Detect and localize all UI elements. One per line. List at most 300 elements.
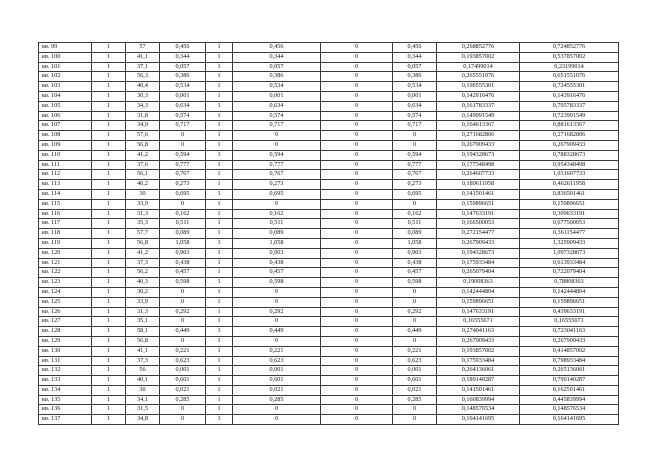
cell-zero: 0: [321, 170, 393, 180]
cell-total: 0,954348498: [520, 160, 619, 170]
cell-apartment: кв. 121: [39, 258, 92, 268]
cell-flag: 1: [206, 52, 233, 62]
cell-coefficient: 0,264136061: [437, 366, 520, 376]
cell-total: 0,23199014: [520, 62, 619, 72]
cell-value-c: 0,511: [393, 219, 437, 229]
cell-value-b: 0,089: [233, 229, 321, 239]
cell-value-c: 0,594: [393, 150, 437, 160]
cell-flag: 1: [206, 101, 233, 111]
table-row: [39, 180, 619, 190]
cell-area: 40,3: [126, 278, 160, 288]
cell-value-c: 0,598: [393, 278, 437, 288]
cell-total: 0,414857002: [520, 346, 619, 356]
cell-value-b: 0,021: [233, 385, 321, 395]
cell-count: 1: [92, 189, 126, 199]
cell-value-c: 0,623: [393, 356, 437, 366]
cell-value-b: 0,574: [233, 111, 321, 121]
cell-count: 1: [92, 111, 126, 121]
cell-total: 0,361154477: [520, 229, 619, 239]
cell-count: 1: [92, 91, 126, 101]
cell-value-b: 0,449: [233, 327, 321, 337]
cell-area: 40,4: [126, 82, 160, 92]
cell-total: 0,724555301: [520, 82, 619, 92]
cell-value-b: 0,777: [233, 160, 321, 170]
cell-value-c: 0,089: [393, 229, 437, 239]
cell-value-b: 0,344: [233, 52, 321, 62]
cell-value-a: 1,058: [160, 238, 206, 248]
cell-coefficient: 0,148576534: [437, 405, 520, 415]
cell-value-c: 0: [393, 199, 437, 209]
table-row: [39, 229, 619, 239]
cell-area: 56,8: [126, 336, 160, 346]
cell-total: 0,537857002: [520, 52, 619, 62]
cell-area: 58,1: [126, 327, 160, 337]
cell-value-c: 0,386: [393, 72, 437, 82]
cell-zero: 0: [321, 91, 393, 101]
cell-area: 57,7: [126, 229, 160, 239]
cell-apartment: кв. 131: [39, 356, 92, 366]
cell-flag: 1: [206, 376, 233, 386]
table-row: [39, 62, 619, 72]
cell-value-c: 0,001: [393, 91, 437, 101]
cell-apartment: кв. 103: [39, 82, 92, 92]
cell-total: 0,795783337: [520, 101, 619, 111]
cell-coefficient: 0,265079404: [437, 268, 520, 278]
cell-coefficient: 0,271682806: [437, 131, 520, 141]
cell-value-b: 0: [233, 415, 321, 425]
cell-count: 1: [92, 131, 126, 141]
cell-zero: 0: [321, 140, 393, 150]
cell-zero: 0: [321, 356, 393, 366]
table-row: [39, 82, 619, 92]
cell-coefficient: 0,147633191: [437, 209, 520, 219]
cell-apartment: кв. 105: [39, 101, 92, 111]
cell-zero: 0: [321, 199, 393, 209]
cell-total: 0,613933484: [520, 258, 619, 268]
cell-zero: 0: [321, 366, 393, 376]
cell-apartment: кв. 127: [39, 317, 92, 327]
cell-flag: 1: [206, 121, 233, 131]
cell-value-a: 0,449: [160, 327, 206, 337]
cell-total: 0,162501461: [520, 385, 619, 395]
table-row: [39, 170, 619, 180]
cell-total: 0,651551076: [520, 72, 619, 82]
cell-flag: 1: [206, 268, 233, 278]
cell-coefficient: 0,193857002: [437, 52, 520, 62]
sheet-area: [38, 42, 619, 425]
cell-zero: 0: [321, 268, 393, 278]
cell-coefficient: 0,189140287: [437, 376, 520, 386]
cell-value-a: 0: [160, 287, 206, 297]
cell-value-a: 0,001: [160, 91, 206, 101]
cell-value-b: 0,717: [233, 121, 321, 131]
cell-flag: 1: [206, 62, 233, 72]
cell-count: 1: [92, 278, 126, 288]
cell-value-b: 0,221: [233, 346, 321, 356]
cell-apartment: кв. 114: [39, 189, 92, 199]
cell-value-b: 0,511: [233, 219, 321, 229]
cell-apartment: кв. 112: [39, 170, 92, 180]
cell-value-c: 0: [393, 297, 437, 307]
table-row: [39, 385, 619, 395]
cell-flag: 1: [206, 297, 233, 307]
cell-flag: 1: [206, 180, 233, 190]
table-row: [39, 278, 619, 288]
cell-zero: 0: [321, 52, 393, 62]
table-row: [39, 268, 619, 278]
cell-count: 1: [92, 62, 126, 72]
table-row: [39, 297, 619, 307]
cell-value-c: 0,057: [393, 62, 437, 72]
cell-value-a: 0,511: [160, 219, 206, 229]
cell-count: 1: [92, 297, 126, 307]
cell-value-a: 0: [160, 140, 206, 150]
table-row: [39, 248, 619, 258]
cell-apartment: кв. 113: [39, 180, 92, 190]
cell-apartment: кв. 111: [39, 160, 92, 170]
table-row: [39, 121, 619, 131]
cell-flag: 1: [206, 219, 233, 229]
cell-coefficient: 0,141501461: [437, 189, 520, 199]
cell-value-c: 0: [393, 140, 437, 150]
cell-zero: 0: [321, 346, 393, 356]
cell-value-a: 0,534: [160, 82, 206, 92]
cell-area: 34,3: [126, 101, 160, 111]
cell-area: 30,2: [126, 287, 160, 297]
cell-flag: 1: [206, 415, 233, 425]
cell-count: 1: [92, 72, 126, 82]
cell-area: 35,3: [126, 219, 160, 229]
cell-coefficient: 0,267909433: [437, 238, 520, 248]
cell-value-b: 0: [233, 131, 321, 141]
cell-value-a: 0,903: [160, 248, 206, 258]
cell-flag: 1: [206, 209, 233, 219]
cell-flag: 1: [206, 140, 233, 150]
cell-zero: 0: [321, 317, 393, 327]
table-row: [39, 356, 619, 366]
cell-value-c: 0,903: [393, 248, 437, 258]
cell-coefficient: 0,175933484: [437, 356, 520, 366]
table-body: [39, 43, 619, 425]
cell-zero: 0: [321, 180, 393, 190]
cell-coefficient: 0,190555301: [437, 82, 520, 92]
cell-count: 1: [92, 238, 126, 248]
cell-coefficient: 0,164141695: [437, 415, 520, 425]
cell-value-c: 0,162: [393, 209, 437, 219]
cell-apartment: кв. 130: [39, 346, 92, 356]
cell-area: 30,3: [126, 91, 160, 101]
cell-zero: 0: [321, 327, 393, 337]
cell-flag: 1: [206, 336, 233, 346]
cell-area: 33,9: [126, 199, 160, 209]
cell-value-b: 0,001: [233, 91, 321, 101]
cell-value-a: 0: [160, 131, 206, 141]
table-row: [39, 287, 619, 297]
cell-area: 35,1: [126, 317, 160, 327]
cell-value-c: 0,438: [393, 258, 437, 268]
cell-coefficient: 0,177348498: [437, 160, 520, 170]
table-row: [39, 376, 619, 386]
cell-value-a: 0,717: [160, 121, 206, 131]
cell-value-c: 0,777: [393, 160, 437, 170]
cell-flag: 1: [206, 356, 233, 366]
cell-value-b: 0: [233, 405, 321, 415]
cell-value-b: 0: [233, 287, 321, 297]
cell-flag: 1: [206, 72, 233, 82]
cell-area: 33,9: [126, 297, 160, 307]
cell-value-c: 0,449: [393, 327, 437, 337]
cell-total: 0,723991549: [520, 111, 619, 121]
cell-apartment: кв. 126: [39, 307, 92, 317]
cell-apartment: кв. 106: [39, 111, 92, 121]
cell-coefficient: 0,161783337: [437, 101, 520, 111]
cell-apartment: кв. 109: [39, 140, 92, 150]
cell-value-a: 0,089: [160, 229, 206, 239]
cell-apartment: кв. 104: [39, 91, 92, 101]
cell-flag: 1: [206, 346, 233, 356]
cell-value-b: 0,457: [233, 268, 321, 278]
cell-value-a: 0,594: [160, 150, 206, 160]
cell-coefficient: 0,194328673: [437, 248, 520, 258]
cell-total: 0,723041163: [520, 327, 619, 337]
table-row: [39, 101, 619, 111]
cell-zero: 0: [321, 258, 393, 268]
cell-zero: 0: [321, 385, 393, 395]
cell-total: 1,031607733: [520, 170, 619, 180]
cell-zero: 0: [321, 209, 393, 219]
cell-value-a: 0,438: [160, 258, 206, 268]
cell-value-a: 0,021: [160, 385, 206, 395]
cell-flag: 1: [206, 91, 233, 101]
cell-value-a: 0,767: [160, 170, 206, 180]
cell-apartment: кв. 100: [39, 52, 92, 62]
cell-coefficient: 0,147633191: [437, 307, 520, 317]
cell-coefficient: 0,160839994: [437, 395, 520, 405]
cell-area: 31,3: [126, 209, 160, 219]
cell-apartment: кв. 119: [39, 238, 92, 248]
cell-apartment: кв. 125: [39, 297, 92, 307]
cell-count: 1: [92, 101, 126, 111]
cell-value-a: 0,344: [160, 52, 206, 62]
table-row: [39, 199, 619, 209]
cell-zero: 0: [321, 62, 393, 72]
cell-area: 56: [126, 366, 160, 376]
cell-area: 56,2: [126, 268, 160, 278]
cell-coefficient: 0,189611958: [437, 180, 520, 190]
cell-value-c: 0: [393, 415, 437, 425]
cell-value-a: 0,057: [160, 62, 206, 72]
table-row: [39, 346, 619, 356]
cell-zero: 0: [321, 307, 393, 317]
cell-flag: 1: [206, 82, 233, 92]
table-row: [39, 219, 619, 229]
cell-area: 30: [126, 189, 160, 199]
cell-value-b: 0,903: [233, 248, 321, 258]
cell-zero: 0: [321, 238, 393, 248]
cell-apartment: кв. 123: [39, 278, 92, 288]
cell-total: 0,78808363: [520, 278, 619, 288]
cell-zero: 0: [321, 131, 393, 141]
cell-area: 31,8: [126, 111, 160, 121]
cell-value-a: 0,221: [160, 346, 206, 356]
cell-value-c: 0,292: [393, 307, 437, 317]
cell-apartment: кв. 115: [39, 199, 92, 209]
cell-count: 1: [92, 170, 126, 180]
cell-count: 1: [92, 405, 126, 415]
cell-total: 0,143916476: [520, 91, 619, 101]
cell-area: 57: [126, 43, 160, 53]
cell-value-b: 0,594: [233, 150, 321, 160]
cell-area: 34,9: [126, 121, 160, 131]
cell-count: 1: [92, 376, 126, 386]
cell-count: 1: [92, 82, 126, 92]
table-row: [39, 189, 619, 199]
cell-flag: 1: [206, 131, 233, 141]
cell-count: 1: [92, 248, 126, 258]
cell-flag: 1: [206, 385, 233, 395]
cell-coefficient: 0,141501461: [437, 385, 520, 395]
cell-value-a: 0,162: [160, 209, 206, 219]
cell-zero: 0: [321, 101, 393, 111]
cell-area: 37,3: [126, 258, 160, 268]
cell-area: 34,8: [126, 415, 160, 425]
cell-area: 56,1: [126, 170, 160, 180]
cell-total: 0,159896651: [520, 297, 619, 307]
cell-apartment: кв. 124: [39, 287, 92, 297]
cell-area: 57,6: [126, 131, 160, 141]
cell-total: 0,788328673: [520, 150, 619, 160]
cell-area: 37,1: [126, 62, 160, 72]
cell-area: 31,3: [126, 307, 160, 317]
cell-flag: 1: [206, 238, 233, 248]
cell-value-b: 0,273: [233, 180, 321, 190]
cell-area: 34,1: [126, 395, 160, 405]
cell-zero: 0: [321, 248, 393, 258]
cell-count: 1: [92, 346, 126, 356]
cell-total: 0,142444804: [520, 287, 619, 297]
cell-value-c: 0,285: [393, 395, 437, 405]
cell-apartment: кв. 99: [39, 43, 92, 53]
cell-value-b: 0,456: [233, 43, 321, 53]
cell-value-a: 0,634: [160, 101, 206, 111]
cell-value-a: 0: [160, 415, 206, 425]
table-row: [39, 43, 619, 53]
cell-flag: 1: [206, 327, 233, 337]
cell-coefficient: 0,272154477: [437, 229, 520, 239]
cell-flag: 1: [206, 111, 233, 121]
cell-value-b: 0,598: [233, 278, 321, 288]
cell-value-a: 0,598: [160, 278, 206, 288]
cell-coefficient: 0,264607733: [437, 170, 520, 180]
cell-count: 1: [92, 258, 126, 268]
cell-zero: 0: [321, 297, 393, 307]
cell-value-b: 0: [233, 140, 321, 150]
cell-value-a: 0,777: [160, 160, 206, 170]
cell-apartment: кв. 132: [39, 366, 92, 376]
cell-value-b: 0: [233, 317, 321, 327]
cell-zero: 0: [321, 111, 393, 121]
cell-coefficient: 0,17499014: [437, 62, 520, 72]
cell-flag: 1: [206, 395, 233, 405]
cell-zero: 0: [321, 43, 393, 53]
cell-count: 1: [92, 336, 126, 346]
cell-zero: 0: [321, 189, 393, 199]
cell-coefficient: 0,175933484: [437, 258, 520, 268]
cell-flag: 1: [206, 405, 233, 415]
cell-value-c: 0,021: [393, 385, 437, 395]
cell-total: 0,309633191: [520, 209, 619, 219]
cell-value-a: 0,273: [160, 180, 206, 190]
cell-coefficient: 0,274041163: [437, 327, 520, 337]
cell-zero: 0: [321, 150, 393, 160]
cell-value-a: 0,292: [160, 307, 206, 317]
table-row: [39, 238, 619, 248]
cell-value-b: 0,292: [233, 307, 321, 317]
cell-count: 1: [92, 121, 126, 131]
cell-value-c: 0,634: [393, 101, 437, 111]
table-row: [39, 405, 619, 415]
cell-flag: 1: [206, 317, 233, 327]
cell-count: 1: [92, 229, 126, 239]
cell-coefficient: 0,142444804: [437, 287, 520, 297]
cell-zero: 0: [321, 82, 393, 92]
table-row: [39, 366, 619, 376]
cell-value-a: 0: [160, 317, 206, 327]
cell-flag: 1: [206, 287, 233, 297]
table-row: [39, 150, 619, 160]
table-row: [39, 307, 619, 317]
cell-total: 0,16555671: [520, 317, 619, 327]
cell-flag: 1: [206, 150, 233, 160]
cell-zero: 0: [321, 405, 393, 415]
cell-count: 1: [92, 356, 126, 366]
table-row: [39, 336, 619, 346]
cell-coefficient: 0,267909433: [437, 336, 520, 346]
cell-coefficient: 0,159896651: [437, 297, 520, 307]
cell-value-a: 0,623: [160, 356, 206, 366]
cell-value-a: 0: [160, 199, 206, 209]
cell-count: 1: [92, 366, 126, 376]
cell-zero: 0: [321, 376, 393, 386]
table-row: [39, 209, 619, 219]
cell-count: 1: [92, 219, 126, 229]
cell-apartment: кв. 133: [39, 376, 92, 386]
cell-coefficient: 0,265551076: [437, 72, 520, 82]
cell-count: 1: [92, 268, 126, 278]
cell-total: 0,164141695: [520, 415, 619, 425]
cell-total: 0,439633191: [520, 307, 619, 317]
cell-total: 0,881613367: [520, 121, 619, 131]
cell-area: 40,2: [126, 180, 160, 190]
cell-value-a: 0,456: [160, 43, 206, 53]
cell-total: 0,836501461: [520, 189, 619, 199]
cell-apartment: кв. 122: [39, 268, 92, 278]
cell-apartment: кв. 129: [39, 336, 92, 346]
cell-value-a: 0: [160, 405, 206, 415]
cell-apartment: кв. 136: [39, 405, 92, 415]
cell-value-c: 0,456: [393, 43, 437, 53]
cell-value-b: 0,057: [233, 62, 321, 72]
cell-value-b: 0,601: [233, 376, 321, 386]
cell-area: 56,3: [126, 72, 160, 82]
cell-value-c: 0,695: [393, 189, 437, 199]
cell-total: 0,148576534: [520, 405, 619, 415]
cell-value-c: 0,221: [393, 346, 437, 356]
cell-coefficient: 0,142916476: [437, 91, 520, 101]
cell-value-b: 0: [233, 336, 321, 346]
cell-apartment: кв. 102: [39, 72, 92, 82]
cell-count: 1: [92, 287, 126, 297]
